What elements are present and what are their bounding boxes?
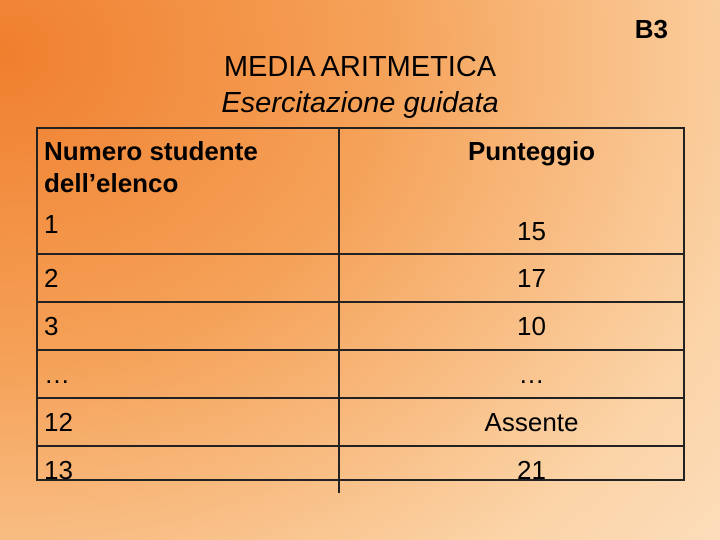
- header-student-number: Numero studente dell’elenco: [38, 129, 339, 209]
- table-row: [38, 350, 683, 398]
- cell-score: 17: [339, 254, 683, 302]
- cell-student-number: 2: [38, 254, 339, 302]
- table-row: [38, 446, 683, 493]
- cell-student-number: 3: [38, 302, 339, 350]
- table-row: [38, 254, 683, 302]
- slide-subtitle: Esercitazione guidata: [221, 87, 499, 119]
- slide-title: MEDIA ARITMETICA: [223, 51, 497, 83]
- table-row: [38, 209, 683, 254]
- cell-student-number: 1: [38, 209, 339, 254]
- cell-score: 15: [339, 209, 683, 254]
- slide-code-label: B3: [634, 14, 668, 44]
- cell-score: …: [339, 350, 683, 398]
- table-header-row: [38, 129, 683, 209]
- scores-table: [36, 127, 685, 485]
- table-row: [38, 302, 683, 350]
- cell-score: 21: [517, 455, 546, 485]
- cell-student-number: …: [38, 350, 339, 398]
- cell-score: 10: [339, 302, 683, 350]
- table-row: [38, 398, 683, 446]
- cell-student-number: 13: [38, 446, 339, 493]
- header-score: Punteggio: [467, 136, 596, 166]
- cell-score: Assente: [339, 398, 683, 446]
- cell-student-number: 12: [38, 398, 339, 446]
